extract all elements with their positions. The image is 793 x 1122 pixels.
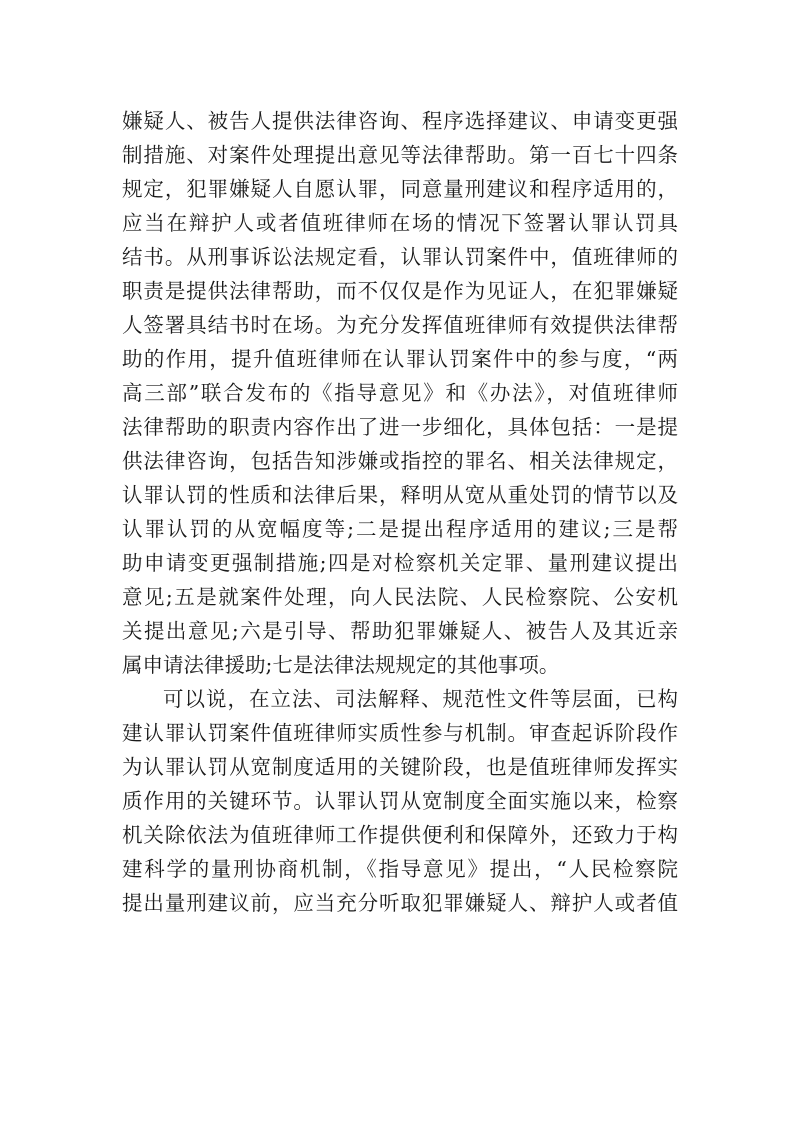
text-line: 职责是提供法律帮助，而不仅仅是作为见证人，在犯罪嫌疑 [122,279,678,303]
paragraph-1 [122,104,678,682]
text-line: 供法律咨询，包括告知涉嫌或指控的罪名、相关法律规定， [122,449,678,473]
text-line: 属申请法律援助;七是法律法规规定的其他事项。 [122,653,560,677]
text-line: 意见;五是就案件处理，向人民法院、人民检察院、公安机 [122,585,678,609]
text-line: 高三部”联合发布的《指导意见》和《办法》，对值班律师 [122,381,678,405]
text-line: 应当在辩护人或者值班律师在场的情况下签署认罪认罚具 [122,211,678,235]
text-line: 建认罪认罚案件值班律师实质性参与机制。审查起诉阶段作 [122,721,678,745]
text-line: 关提出意见;六是引导、帮助犯罪嫌疑人、被告人及其近亲 [122,619,678,643]
text-line: 机关除依法为值班律师工作提供便利和保障外，还致力于构 [122,823,678,847]
text-line: 助的作用，提升值班律师在认罪认罚案件中的参与度，“两 [122,347,678,371]
body-text [122,104,678,920]
text-line: 助申请变更强制措施;四是对检察机关定罪、量刑建议提出 [122,551,678,575]
text-line: 人签署具结书时在场。为充分发挥值班律师有效提供法律帮 [122,313,678,337]
text-line: 制措施、对案件处理提出意见等法律帮助。第一百七十四条 [122,143,678,167]
text-line: 为认罪认罚从宽制度适用的关键阶段，也是值班律师发挥实 [122,755,678,779]
text-line: 认罪认罚的从宽幅度等;二是提出程序适用的建议;三是帮 [122,517,678,541]
text-line: 可以说，在立法、司法解释、规范性文件等层面，已构 [163,687,678,711]
text-line: 规定，犯罪嫌疑人自愿认罪，同意量刑建议和程序适用的， [122,177,678,201]
text-line: 结书。从刑事诉讼法规定看，认罪认罚案件中，值班律师的 [122,245,678,269]
text-line: 提出量刑建议前，应当充分听取犯罪嫌疑人、辩护人或者值 [122,891,678,915]
text-line: 质作用的关键环节。认罪认罚从宽制度全面实施以来，检察 [122,789,678,813]
text-line: 认罪认罚的性质和法律后果，释明从宽从重处罚的情节以及 [122,483,678,507]
text-line: 法律帮助的职责内容作出了进一步细化，具体包括：一是提 [122,415,678,439]
text-line: 建科学的量刑协商机制，《指导意见》提出，“人民检察院 [122,857,678,881]
paragraph-2 [122,682,678,920]
text-line: 嫌疑人、被告人提供法律咨询、程序选择建议、申请变更强 [122,109,678,133]
